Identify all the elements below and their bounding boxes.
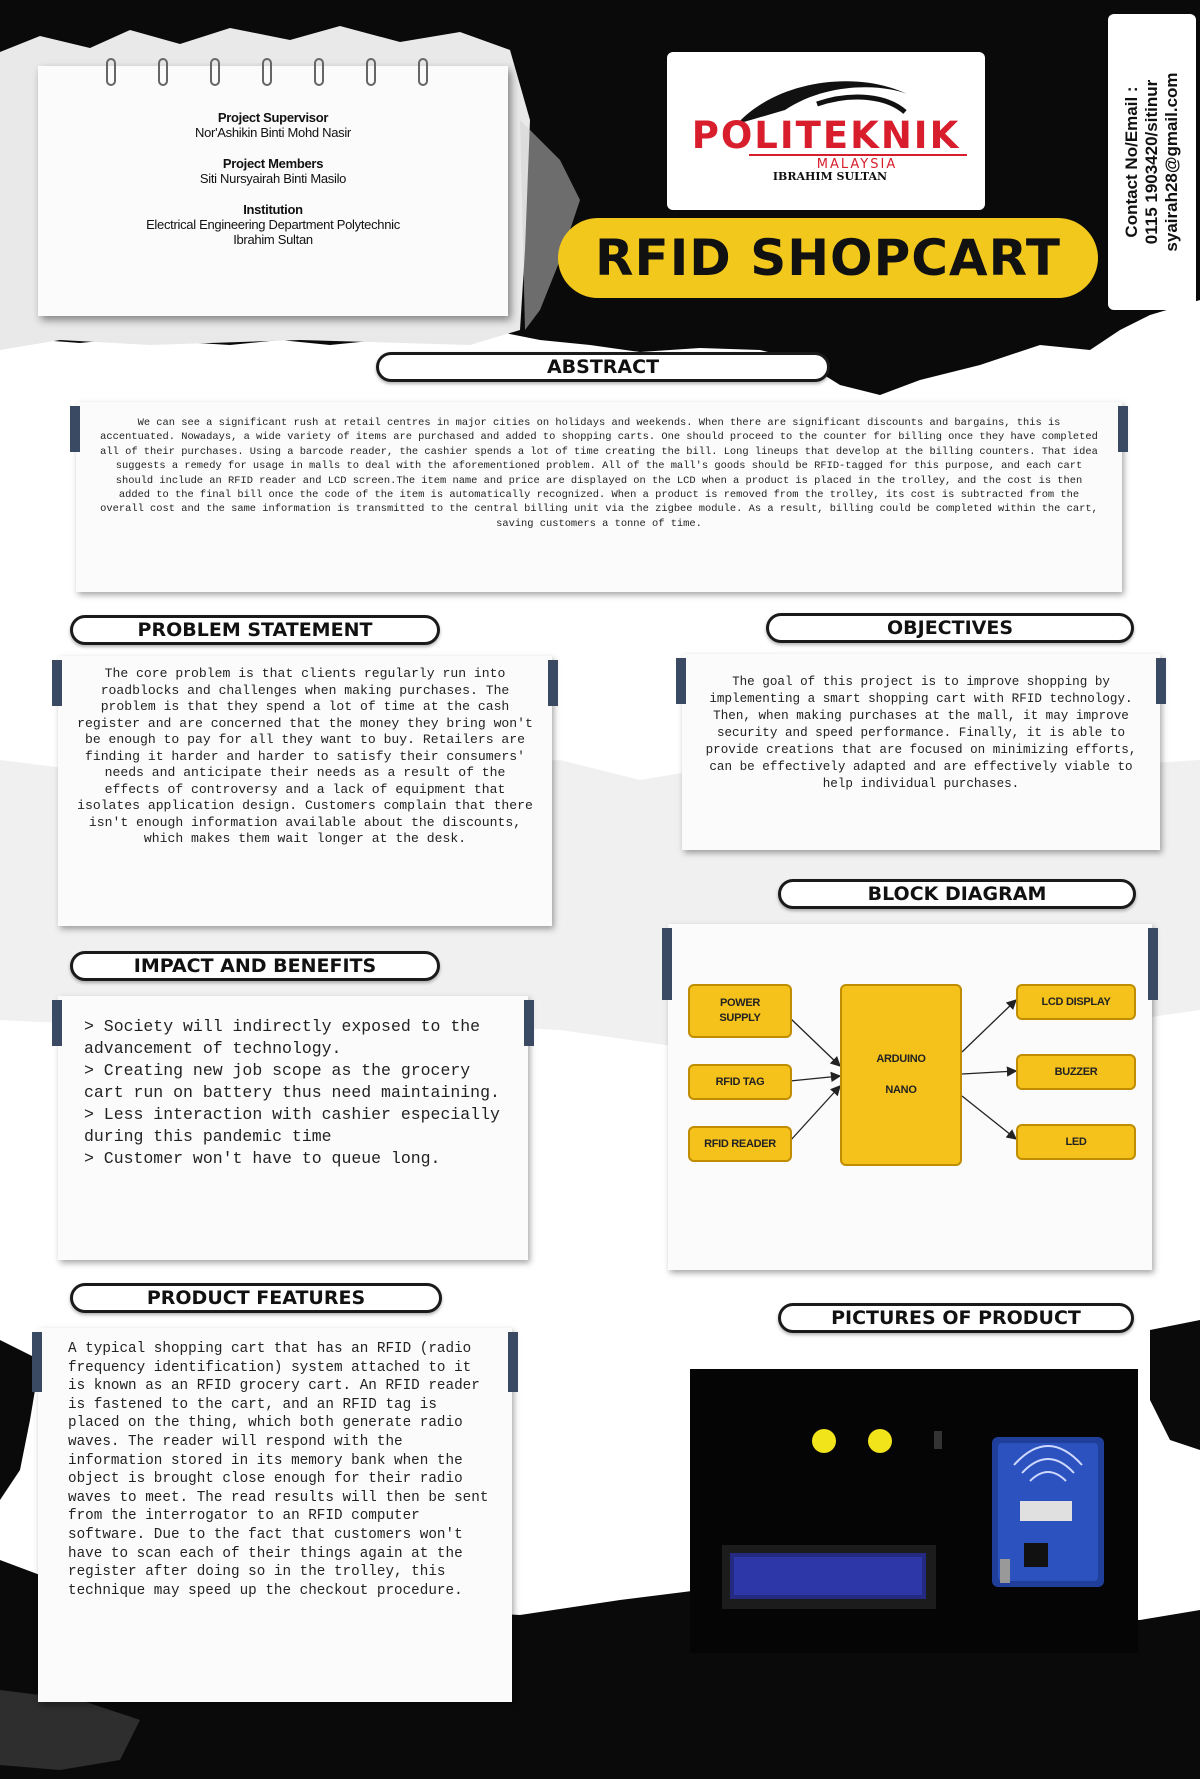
block-power-supply [688,984,792,1038]
card-tab [70,406,80,452]
impact-item: > Customer won't have to queue long. [84,1149,441,1168]
features-card [38,1328,512,1702]
arrow-rfid-reader-to-arduino [790,1086,840,1141]
block-arduino-label-1: ARDUINO [876,1053,926,1065]
block-rfid-reader [688,1126,792,1162]
project-info-notepad [38,66,508,316]
abstract-heading: ABSTRACT [376,352,830,382]
product-hardware-image [690,1369,1138,1653]
contact-email: syairah28@gmail.com [1162,72,1181,252]
block-arduino-label-2: NANO [885,1084,917,1096]
block-power-label-1: POWER [719,997,761,1009]
features-text: A typical shopping cart that has an RFID (radio frequency identification) system attached to it is known as an RFID grocery cart. An RFID reader is fastened to the cart, and an RFID tag is placed on the thing, which both generate radio waves. The reader will respond with the information stored in its memory bank when the object is brought close enough for their radio waves to meet. The read results will then be sent from the interrogator to an RFID computer software. Due to the fact that customers won't have to scan each of their things again at the register after doing so in the trolley, this technique may speed up the checkout procedure. [68,1341,489,1599]
impact-card [58,996,528,1260]
block-buzzer [1016,1054,1136,1090]
impact-heading: IMPACT AND BENEFITS [70,951,440,981]
ring-icon [262,58,272,86]
impact-item: > Creating new job scope as the grocery cart run on battery thus need maintaining. [84,1061,500,1102]
block-arduino-nano [840,984,962,1166]
contact-label: Contact No/Email : [1122,86,1141,238]
institution-label: Institution [243,202,303,217]
card-tab [508,1332,518,1392]
yellow-led-icon [868,1429,892,1453]
ring-icon [366,58,376,86]
institution-line2: Ibrahim Sultan [233,232,313,247]
card-tab [32,1332,42,1392]
arrow-power-to-arduino [790,1018,840,1066]
yellow-led-icon [812,1429,836,1453]
problem-text: The core problem is that clients regularly run into roadblocks and challenges when making purchases. The problem is that they spend a lot of time at the cash register and are concerned that the money they bring won't be enough to pay for all they want to buy. Retailers are finding it harder and harder to satisfy their consumers' needs and anticipate their needs as a result of the effects of controversy and a lack of equipment that isolates application design. Customers complain that there isn't enough information available about the discounts, which makes them wait longer at the desk. [77,666,533,846]
arrow-arduino-to-led [962,1096,1016,1139]
problem-card [58,656,552,926]
card-tab [548,660,558,706]
features-heading: PRODUCT FEATURES [70,1283,442,1313]
block-diagram-heading: BLOCK DIAGRAM [778,879,1136,909]
objectives-card [682,654,1160,850]
card-tab [1156,658,1166,704]
ring-icon [418,58,428,86]
abstract-card [76,402,1122,592]
block-lcd-display [1016,984,1136,1020]
members-name: Siti Nursyairah Binti Masilo [199,171,347,186]
block-rfid-tag [688,1064,792,1100]
block-rfid-tag-label: RFID TAG [715,1075,765,1088]
block-rfid-reader-label: RFID READER [704,1137,776,1150]
ring-icon [158,58,168,86]
objectives-text: The goal of this project is to improve shopping by implementing a smart shopping cart with RFID technology. Then, when making purchases at the mall, it may improve security and speed performance. Finally, it is able to provide creations that are focused on minimizing efforts, can be effectively adapted and are effectively viable to help individual purchases. [705,675,1137,791]
supervisor-name: Nor'Ashikin Binti Mohd Nasir [195,125,351,140]
poster-title: RFID SHOPCART [558,218,1098,298]
objectives-heading: OBJECTIVES [766,613,1134,643]
block-lcd-label: LCD DISPLAY [1041,995,1111,1008]
card-tab [1118,406,1128,452]
problem-heading: PROBLEM STATEMENT [70,615,440,645]
product-photo [690,1369,1138,1653]
supervisor-label: Project Supervisor [217,110,329,125]
ring-icon [106,58,116,86]
logo-country: MALAYSIA [816,157,898,172]
arrow-arduino-to-lcd [962,1000,1016,1052]
block-led-label: LED [1065,1135,1087,1148]
ring-icon [210,58,220,86]
arrow-rfid-tag-to-arduino [790,1076,840,1081]
impact-item: > Less interaction with cashier especially during this pandemic time [84,1105,500,1146]
block-diagram-card [668,924,1152,1270]
politeknik-logo [667,52,985,210]
abstract-text: We can see a significant rush at retail centres in major cities on holidays and weekends. When there are significant discounts and bargains, this is accentuated. Nowadays, a wide variety of items are purchased and added to shopping carts. One should proceed to the counter for billing once they have completed all of their purchases. Using a barcode reader, the cashier spends a lot of time creating the bill. Long lineups that develop at the billing counters. That idea suggests a remedy for usage in malls to deal with the aforementioned problem. All of the mall's goods should be RFID-tagged for this purpose, and each cart should include an RFID reader and LCD screen.The item name and price are displayed on the LCD when a product is placed in the trolley, and the cost is then added to the final bill once the code of the item is automatically recognized. When a product is removed from the trolley, its cost is subtracted from the overall cost and the same information is transmitted to the central billing unit via the zigbee module. As a result, billing could be completed within the cart, saving customers a tonne of time. [100,417,1098,530]
binding-rings [38,58,508,88]
card-tab [52,660,62,706]
institution-line1: Electrical Engineering Department Polytechnic [146,217,400,232]
block-buzzer-label: BUZZER [1054,1065,1098,1078]
ring-icon [314,58,324,86]
arrow-arduino-to-buzzer [962,1071,1016,1074]
card-tab [676,658,686,704]
pictures-heading: PICTURES OF PRODUCT [778,1303,1134,1333]
logo-swoosh-icon [667,52,985,210]
impact-item: > Society will indirectly exposed to the advancement of technology. [84,1017,481,1058]
logo-wordmark: POLITEKNIK [691,114,961,157]
members-label: Project Members [222,156,324,171]
contact-phone: 0115 1903420/sitinur [1142,79,1161,245]
card-tab [52,1000,62,1046]
contact-card [1108,14,1196,310]
logo-campus: IBRAHIM SULTAN [772,170,888,183]
card-tab [524,1000,534,1046]
block-led [1016,1124,1136,1160]
block-power-label-2: SUPPLY [719,1012,761,1024]
